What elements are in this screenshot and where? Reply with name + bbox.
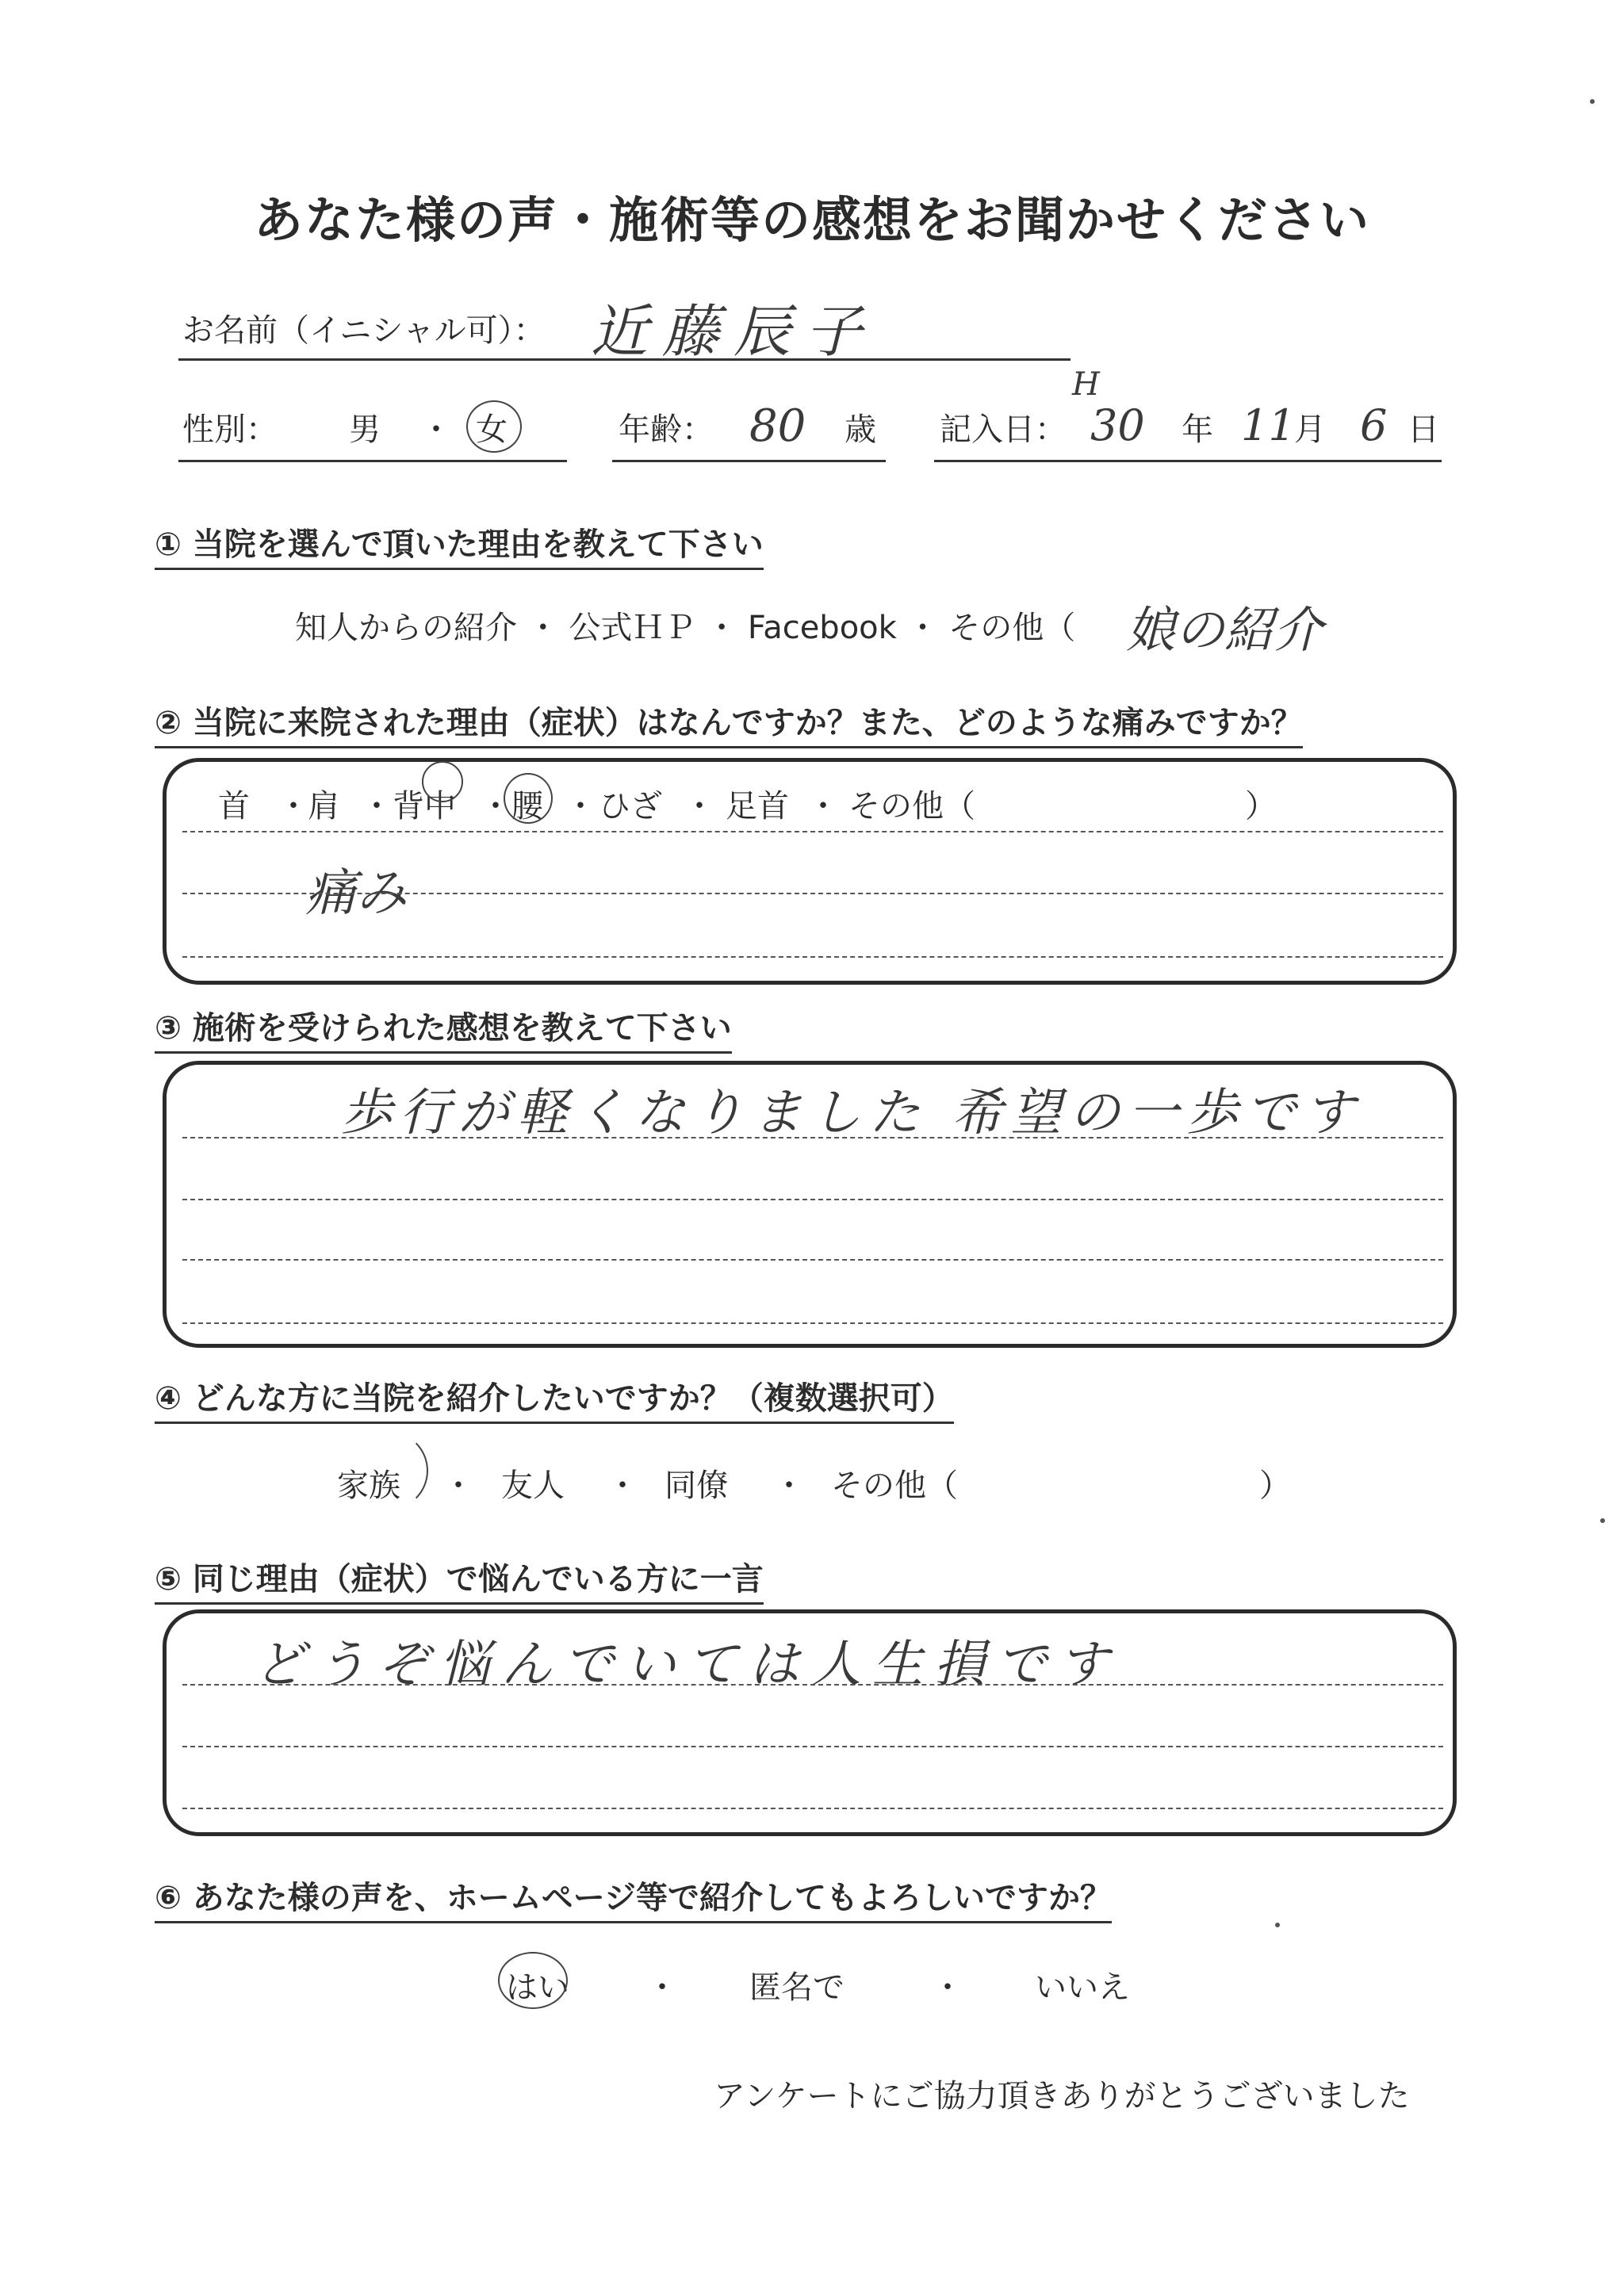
date-era: H bbox=[1072, 366, 1100, 403]
q2-option-shoulder: 肩 bbox=[308, 788, 339, 825]
q3-dashed-line bbox=[182, 1199, 1443, 1200]
q2-separator: ・ bbox=[684, 788, 715, 825]
q6-heading: ⑥ あなた様の声を、ホームページ等で紹介してもよろしいですか？ bbox=[155, 1873, 1112, 1923]
footer-thanks: アンケートにご協力頂きありがとうございました bbox=[714, 2078, 1410, 2114]
q2-dashed-line bbox=[182, 893, 1443, 894]
family-selection-mark bbox=[349, 1431, 428, 1510]
name-underline bbox=[178, 358, 1071, 361]
back-selection-mark bbox=[422, 761, 463, 802]
q4-option-family: 家族 bbox=[337, 1468, 400, 1504]
q2-option-knee: ひざ bbox=[599, 788, 662, 825]
date-underline bbox=[934, 460, 1442, 462]
gender-underline bbox=[178, 460, 567, 462]
q1-heading: ① 当院を選んで頂いた理由を教えて下さい bbox=[155, 519, 764, 570]
q2-option-other: その他（ bbox=[848, 788, 975, 825]
q2-separator: ・ bbox=[278, 788, 309, 825]
q4-option-other-close: ） bbox=[1259, 1468, 1291, 1504]
date-label: 記入日： bbox=[940, 411, 1067, 448]
gender-option-male: 男 bbox=[349, 411, 381, 448]
date-month: 11 bbox=[1241, 400, 1296, 450]
age-value: 80 bbox=[749, 400, 806, 452]
q2-heading: ② 当院に来院された理由（症状）はなんですか？また、どのような痛みですか？ bbox=[155, 698, 1303, 748]
gender-label: 性別： bbox=[182, 411, 278, 448]
q4-option-friend: 友人 bbox=[501, 1468, 565, 1504]
q3-dashed-line bbox=[182, 1259, 1443, 1261]
q2-option-back: 背中 bbox=[393, 788, 456, 825]
month-unit: 月 bbox=[1294, 411, 1326, 448]
date-day: 6 bbox=[1360, 400, 1388, 450]
scan-speck bbox=[1590, 99, 1595, 104]
q4-option-coworker: 同僚 bbox=[665, 1468, 728, 1504]
q5-heading: ⑤ 同じ理由（症状）で悩んでいる方に一言 bbox=[155, 1554, 764, 1605]
q5-dashed-line bbox=[182, 1808, 1443, 1809]
q2-separator: ・ bbox=[807, 788, 839, 825]
q1-options: 知人からの紹介 ・ 公式ＨＰ ・ Facebook ・ その他（ bbox=[295, 610, 1076, 646]
age-label: 年齢： bbox=[619, 411, 714, 448]
q2-option-lower-back: 腰 bbox=[511, 788, 543, 825]
gender-separator: ・ bbox=[420, 411, 452, 448]
q5-dashed-line bbox=[182, 1684, 1443, 1686]
q2-dashed-line bbox=[182, 831, 1443, 832]
lower-back-selection-circle bbox=[504, 773, 553, 824]
q2-option-other-close: ） bbox=[1245, 788, 1277, 825]
q4-heading: ④ どんな方に当院を紹介したいですか？（複数選択可） bbox=[155, 1373, 954, 1424]
scan-speck bbox=[1275, 1923, 1280, 1927]
q2-option-neck: 首 bbox=[218, 788, 250, 825]
q2-separator: ・ bbox=[565, 788, 596, 825]
q4-separator: ・ bbox=[607, 1468, 638, 1504]
day-unit: 日 bbox=[1408, 411, 1439, 448]
q6-separator: ・ bbox=[646, 1969, 678, 2006]
q2-answer: 痛み bbox=[305, 864, 407, 923]
scan-speck bbox=[1600, 1518, 1605, 1523]
age-unit: 歳 bbox=[845, 411, 876, 448]
q3-dashed-line bbox=[182, 1137, 1443, 1138]
q2-separator: ・ bbox=[361, 788, 393, 825]
page-title: あなた様の声・施術等の感想をお聞かせください bbox=[253, 191, 1370, 249]
q6-option-anonymous: 匿名で bbox=[749, 1969, 845, 2006]
q2-separator: ・ bbox=[480, 788, 511, 825]
q2-dashed-line bbox=[182, 956, 1443, 958]
q6-option-yes: はい bbox=[506, 1969, 569, 2006]
year-unit: 年 bbox=[1182, 411, 1213, 448]
age-underline bbox=[612, 460, 886, 462]
gender-option-female: 女 bbox=[476, 411, 508, 448]
q1-answer: 娘の紹介 bbox=[1126, 601, 1323, 659]
name-label: お名前（イニシャル可）： bbox=[182, 312, 546, 349]
q4-separator: ・ bbox=[442, 1468, 474, 1504]
q6-separator: ・ bbox=[932, 1969, 963, 2006]
q3-dashed-line bbox=[182, 1322, 1443, 1324]
yes-selection-circle bbox=[498, 1952, 568, 2009]
name-value: 近藤辰子 bbox=[591, 298, 877, 365]
q5-answer: どうぞ悩んでいては人生損です bbox=[254, 1636, 1120, 1694]
female-selection-circle bbox=[466, 400, 522, 453]
q5-dashed-line bbox=[182, 1746, 1443, 1747]
q3-heading: ③ 施術を受けられた感想を教えて下さい bbox=[155, 1003, 732, 1054]
q2-option-ankle: 足首 bbox=[726, 788, 789, 825]
q4-option-other: その他（ bbox=[831, 1468, 958, 1504]
q6-option-no: いいえ bbox=[1035, 1969, 1130, 2006]
q3-answer: 歩行が軽くなりました 希望の一歩です bbox=[341, 1084, 1363, 1142]
date-year: 30 bbox=[1090, 400, 1145, 450]
q4-separator: ・ bbox=[773, 1468, 805, 1504]
